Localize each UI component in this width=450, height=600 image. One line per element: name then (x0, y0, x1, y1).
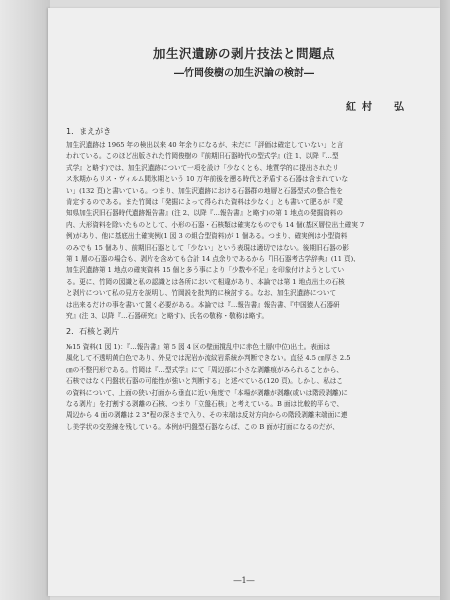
text-line: し美学状の交差線を残している。本例が円盤型石器ならば、この B 面が打面になるのだが、 (66, 422, 339, 431)
text-line: 究』(注 3、以降『…石器研究』と略す)、氏名の敬称・敬称は略す。 (66, 312, 269, 321)
text-line: と剥片について私の見方を説明し、竹岡説を批判的に検討する。なお、加生沢遺跡について (66, 289, 337, 298)
text-line: 知県加生沢旧石器時代遺跡報告書』(注 2、以降『…報告書』と略す)の第 1 地点の発掘資料の (66, 209, 343, 218)
text-line: る。更に、竹岡の図識と私の認識とは各所において相違があり、本論では第 1 地点出土の石核 (66, 277, 345, 286)
text-line: われている。このほど出版された竹岡俊樹の『前期旧石器時代の型式学』(注 1、以降『…型 (66, 152, 339, 161)
section-body-introduction (66, 140, 406, 323)
text-line: 肯定するのである。また竹岡は「発掘によって得られた資料は少なく」とも書いて肥るが『愛 (66, 198, 343, 207)
page-edge-shadow (440, 0, 450, 600)
text-line: №15 資料(1 図 1)：『…報告書』第 5 図 4 区の壁面撹乱中に赤色土層(中位)出土。表面は (66, 343, 331, 351)
text-line: ス氷期からリス・ヴィルム間氷期という 10 万年前後を遡る時代と矛盾する石器は含まれていな (66, 175, 349, 184)
text-line: 例)があり、他に基底出土確実例(1 図 3 の組合型資料)が 1 個ある。つまり、確実例は小型資料 (66, 232, 348, 241)
book-gutter (0, 0, 50, 600)
text-line: い」(132 頁)と書いている。つまり、加生沢遺跡における石器群の地層と石器型式の整合性を (66, 186, 343, 195)
author-name: 紅村 弘 (346, 102, 410, 113)
text-line: 風化して不透明黄白色であり、外見では泥岩か流紋岩系統か判断できない。直径 4.5 ㎝厚さ 2.5 (66, 354, 351, 363)
text-line: は出来るだけの事を書いて置く必要がある。本論では『…報告書』報告書、『中国猿人石器研 (66, 300, 340, 309)
text-line: なる剥片」を打割する剥離の石核、つまり「立盤石核」と考えている。B 面は比較的平らで、 (66, 400, 344, 409)
section-heading-cores-and-flakes: 2．石核と剥片 (66, 327, 120, 336)
text-line: 式学』と略す)では、加生沢遺跡について一項を設け「少なくとも、地質学的に提出されたリ (66, 163, 339, 172)
text-line: 第 1 層の石器の場合も、剥片を含めても合計 14 点余りであるから『旧石器考古学辞典』(11 頁)、 (66, 255, 360, 264)
text-line: 周辺から 4 面の剥離は 2 3°程の深さまで入り、その末端は反対方向からの階段剥離末端面に連 (66, 411, 348, 420)
section-heading-introduction: 1．まえがき (66, 127, 112, 136)
text-line: のみでも 15 個あり、前期旧石器として「少ない」という表現は適切ではない。後期旧石器の影 (66, 243, 349, 252)
text-line: 石核ではなく円盤状石器の可能性が強いと判断する」と述べている(120 頁)。しかし、私はこ (66, 377, 343, 386)
section-body-cores-and-flakes (66, 342, 406, 433)
text-line: 加生沢遺跡は 1965 年の検出以来 40 年余りになるが、未だに「評価は確定していない」と言 (66, 141, 344, 149)
page-number: ―1― (233, 576, 255, 585)
document-page (48, 8, 440, 596)
paper-title: 加生沢遺跡の剥片技法と問題点 (152, 46, 335, 61)
text-line: 加生沢遺跡第 1 地点の確実資料 15 個と多う事により「少数や不足」を印象付けようとしてい (66, 266, 345, 275)
paper-subtitle: ―竹岡俊樹の加生沢論の検討― (174, 68, 314, 79)
text-line: 内、大形資料を除いたものとして、小形の石器・石核類は確実なものでも 14 個(基区層位出土確実 7 (66, 220, 365, 229)
text-line: ㎝の不整円形である。竹岡は『…型式学』にて「周辺部に小さな剥離痕がみられることから、 (66, 365, 343, 374)
text-line: の資料について、上面の狭い打面から垂直に近い角度で「本場が剥離が剥離(或いは階段剥離)に (66, 388, 348, 397)
